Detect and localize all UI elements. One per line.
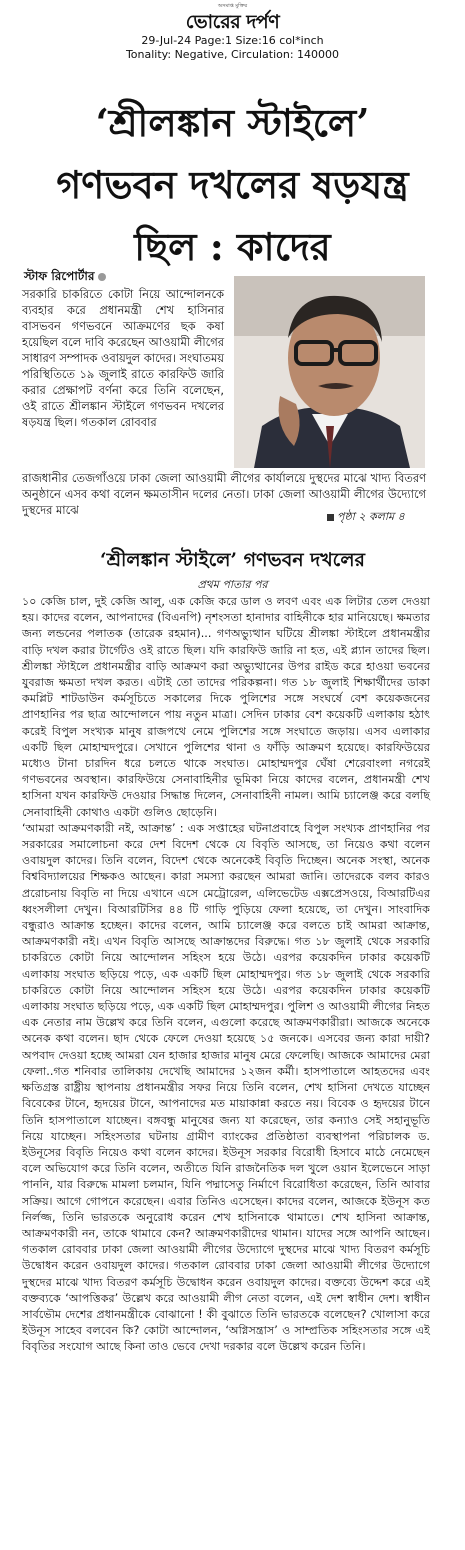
lead-paragraph-continued: রাজধানীর তেজগাঁওয়ে ঢাকা জেলা আওয়ামী লীগের কার্যালয়ে দুস্থদের মাঝে খাদ্য বিতরণ অনুষ্ঠানে এসব কথা বলেন ক্ষমতাসীন দলের নেতা। ঢাকা জেলা আওয়ামী লীগের উদ্যোগে দুস্থদের মাঝে bbox=[22, 471, 426, 517]
masthead bbox=[0, 0, 465, 64]
continued-square-icon bbox=[327, 514, 334, 521]
headline-line-3: ছিল : কাদের bbox=[134, 224, 331, 269]
lead-paragraph: সরকারি চাকরিতে কোটা নিয়ে আন্দোলনকে ব্যবহার করে প্রধানমন্ত্রী শেখ হাসিনার বাসভবন গণভবনে আক্রমণের ছক কষা হয়েছিল বলে দাবি করেছেন আওয়ামী লীগের সাধারণ সম্পাদক ওবায়দুল কাদের। সংঘাতময় পরিস্থিতিতে ১৯ জুলাই রাতে কারফিউ জারি করার প্রেক্ষাপট বর্ণনা করে তিনি বলেছেন, ওই রাতে শ্রীলঙ্কান স্টাইলে গণভবন দখলের ষড়যন্ত্র ছিল। গতকাল রোববার bbox=[22, 287, 224, 429]
clipping-meta-line1: 29-Jul-24 Page:1 Size:16 col*inch bbox=[141, 34, 324, 47]
masthead-tagline: অসমাপ্ত মুক্তির bbox=[217, 3, 248, 9]
portrait-photo bbox=[234, 276, 425, 468]
continued-marker bbox=[327, 508, 405, 527]
newspaper-logo: ভোরের দর্পণ bbox=[185, 11, 280, 33]
byline-text: স্টাফ রিপোর্টার bbox=[24, 269, 95, 283]
byline-dot-icon bbox=[98, 273, 106, 281]
body-paragraph: ১০ কেজি চাল, দুই কেজি আলু, এক কেজি করে ডাল ও লবণ এবং এক লিটার তেল দেওয়া হয়। কাদের বলেন, আপনাদের (বিএনপি) নৃশংসতা হানাদার বাহিনীকে হার মানিয়েছে। ক্ষমতার জন্য লন্ডনের পলাতক (তারেক রহমান)... গণঅভ্যুত্থান ঘটিয়ে শ্রীলঙ্কা স্টাইলে প্রধানমন্ত্রীর বাড়ি দখল করার টার্গেটও ওই রাতে ছিল। যদি কারফিউ জারি না হত, এই প্ল্যান তাদের ছিল। শ্রীলঙ্কা স্টাইলে প্রধানমন্ত্রীর বাড়ি আক্রমণ করা অভ্যুত্থানের উপর রাইড করে হাওয়া ভবনের যুবরাজ ক্ষমতা দখল করত। এটাই তো তাদের পরিকল্পনা। গত ১৮ জুলাই শিক্ষার্থীদের ডাকা কমপ্লিট শাটডাউন কর্মসূচিতে সকালের দিকে পুলিশের সঙ্গে সংঘর্ষে বেশ কয়েকজনের প্রাণহানির পর ছাত্র আন্দোলনে পায় নতুন মাত্রা। সেদিন ঢাকার বেশ কয়েকটি এলাকায় হঠাৎ করেই বিপুল সংখ্যক মানুষ রাজপথে নেমে পুলিশের সঙ্গে সংঘাতে জড়ায়। এসব এলাকার একটি ছিল মোহাম্মদপুরে। সেখানে পুলিশের থানা ও ফাঁড়ি আক্রমণ হয়েছে। কারফিউয়ের মধ্যেও টানা চারদিন ধরে চলতে থাকে সংঘাত। মোহাম্মদপুর ঘেঁষা শেরেবাংলা নগরেই গণভবনের অবস্থান। কারফিউয়ে সেনাবাহিনীর ভূমিকা নিয়ে কাদের বলেন, প্রধানমন্ত্রী শেখ হাসিনা যখন কারফিউ দেওয়ার সিদ্ধান্ত দিলেন, সেনাবাহিনী নামল। আমি চ্যালেঞ্জ করে বলছি সেনাবাহিনী কোথাও একটা গুলিও ছোড়েনি। bbox=[22, 595, 430, 819]
body-paragraph: ‘আমরা আক্রমণকারী নই, আক্রান্ত’ : এক সপ্তাহের ঘটনাপ্রবাহে বিপুল সংখ্যক প্রাণহানির পর সরকারের সমালোচনা করে দেশ বিদেশ থেকে যে বিবৃতি আসছে, তা নিয়েও কথা বলেন ওবায়দুল কাদের। তিনি বলেন, বিদেশ থেকে অনেকেই বিবৃতি দিচ্ছেন। অনেক সংস্থা, অনেক বিশ্ববিদ্যালয়ের শিক্ষকও আছেন। কারা সমস্যা করছেন আমরা জানি। তাদেরকে বলব কারও প্ররোচনায় বিবৃতি না দিয়ে এখানে এসে মেট্রোরেল, এলিভেটেড এক্সপ্রেসওয়ে, বিআরটিএর ধ্বংসলীলা দেখুন। বিআরটিসির ৪৪ টি গাড়ি পুড়িয়ে ফেলা হয়েছে, তা দেখুন। সাংবাদিক বন্ধুরাও আক্রান্ত হচ্ছেন। কাদের বলেন, আমি চ্যালেঞ্জ করে বলতে চাই আমরা আক্রান্ত, আক্রমণকারী নই। এখন বিবৃতি আসছে আক্রান্তদের বিরুদ্ধে। গত ১৮ জুলাই থেকে সরকারি চাকরিতে কোটা নিয়ে আন্দোলন সহিংস হয়ে উঠে। এরপর কয়েকদিন ঢাকার কয়েকটি এলাকায় সংঘাত ছড়িয়ে পড়ে, এক একটি ছিল মোহাম্মদপুর। গত ১৮ জুলাই থেকে সরকারি চাকরিতে কোটা নিয়ে আন্দোলন সহিংস হয়ে উঠে। এরপর কয়েকদিন ঢাকার কয়েকটি এলাকায় সংঘাত ছড়িয়ে পড়ে, এক একটি ছিল মোহাম্মদপুর। পুলিশ ও আওয়ামী লীগের নিহত এক নেতার নাম উল্লেখ করে তিনি বলেন, এগুলো করেছে আক্রমণকারীরা। আজকে অনেকে অনেক কথা বলেন। ছাদ থেকে ফেলে দেওয়া হয়েছে ১৫ জনকে। এসবের জন্য কারা দায়ী? অপবাদ দেওয়া হচ্ছে আমরা যেন হাজার হাজার মানুষ মেরে ফেলেছি। আজকে আমাদের মেরা ফেলা..গত শনিবার তালিকায় দেখেছি আমাদের ১২জন কর্মী। হাসপাতালে আহতদের এবং ক্ষতিগ্রস্ত রাষ্ট্রীয় স্থাপনায় প্রধানমন্ত্রীর সফর নিয়ে তিনি বলেন, শেখ হাসিনা দেখতে যাচ্ছেন বিবেকের টানে, হৃদয়ের টানে, আপনাদের মত মায়াকান্না করতে নয়। বিবেক ও হৃদয়ের টানে তিনি হাসপাতালে যাচ্ছেন। বঙ্গবন্ধু মানুষের জন্য যা করেছেন, তার কন্যাও সেই সহানুভূতি নিয়ে যাচ্ছেন। সহিংসতার ঘটনায় গ্রামীণ ব্যাংকের প্রতিষ্ঠাতা ব্যবস্থাপনা পরিচালক ড. ইউনূসের বিবৃতি নিয়েও কথা বলেন কাদের। ইউনূস সরকার বিরোধী হিসাবে মাঠে নেমেছেন বলে অভিযোগ করে তিনি বলেন, অতীতে যিনি রাজনৈতিক দল খুলে ওয়ান ইলেভেনে সাড়া পাননি, যার বিরুদ্ধে মামলা চলমান, যিনি পদ্মাসেতু নির্মাণে বিরোধিতা করেছেন, তিনি আবার সক্রিয়। আগে গোপনে করেছেন। এবার তিনিও এসেছেন। কাদের বলেন, আজকে ইউনূস কত নির্লজ্জ, তিনি ভারতকে অনুরোধ করেন শেখ হাসিনাকে থামাতে। শেখ হাসিনা আক্রান্ত, আক্রমণকারী নন, তাকে থামাবে কেন? আক্রমণকারীদের থামান। যাদের সঙ্গে আপনি আছেন। গতকাল রোববার ঢাকা জেলা আওয়ামী লীগের উদ্যোগে দুস্থদের মাঝে খাদ্য বিতরণ কর্মসূচি উদ্বোধন করেন ওবায়দুল কাদের। গতকাল রোববার ঢাকা জেলা আওয়ামী লীগের উদ্যোগে দুস্থদের মাঝে খাদ্য বিতরণ কর্মসূচি উদ্বোধন করেন ওবায়দুল কাদের। বক্তব্যে উদ্দেশ করে এই বক্তব্যকে ‘আপত্তিকর’ উল্লেখ করে আওয়ামী লীগ নেতা বলেন, এই দেশ স্বাধীন দেশ। স্বাধীন সার্বভৌম দেশের প্রধানমন্ত্রীকে বোঝানো ! কী বুঝাতে তিনি ভারতকে বলেছেন? খোলাসা করে ইউনূস সাহেব বলবেন কি? কোটা আন্দোলন, ‘অগ্নিসন্ত্রাস’ ও সাম্প্রতিক সহিংসতার সঙ্গে এই বিবৃতির সংযোগ আছে কিনা তাও ভেবে দেখা দরকার বলে উল্লেখ করেন তিনি। bbox=[22, 821, 430, 1354]
jump-from-label: প্রথম পাতার পর bbox=[197, 578, 268, 591]
headline-line-2: গণভবন দখলের ষড়যন্ত্র bbox=[56, 162, 409, 207]
clipping-meta-line2: Tonality: Negative, Circulation: 140000 bbox=[125, 48, 340, 61]
jump-headline: ‘শ্রীলঙ্কান স্টাইলে’ গণভবন দখলের bbox=[100, 549, 365, 571]
article-body bbox=[22, 594, 430, 1356]
continued-text: পৃষ্ঠা ২ কলাম ৪ bbox=[337, 510, 405, 523]
article-headline bbox=[0, 92, 465, 278]
byline bbox=[24, 268, 106, 288]
portrait-photo-image bbox=[234, 276, 425, 468]
headline-line-1: ‘শ্রীলঙ্কান স্টাইলে’ bbox=[95, 100, 370, 145]
